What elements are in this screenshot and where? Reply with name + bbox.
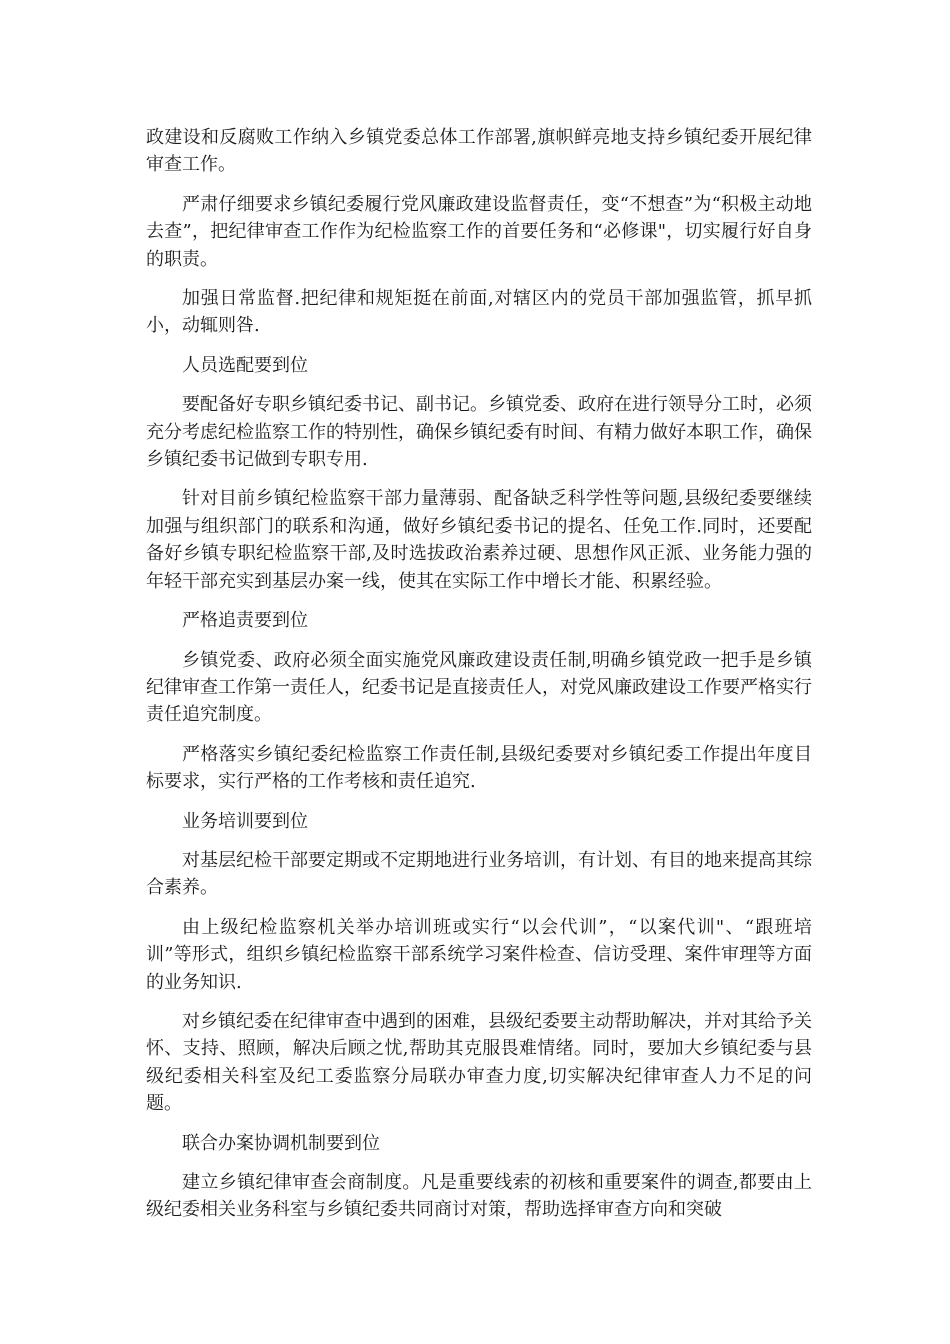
document-body <box>146 124 812 1236</box>
paragraph: 要配备好专职乡镇纪委书记、副书记。乡镇党委、政府在进行领导分工时，必须充分考虑纪检监察工作的特别性，确保乡镇纪委有时间、有精力做好本职工作，确保乡镇纪委书记做到专职专用. <box>146 394 812 471</box>
paragraph: 建立乡镇纪律审查会商制度。凡是重要线索的初核和重要案件的调查,都要由上级纪委相关业务科室与乡镇纪委共同商讨对策，帮助选择审查方向和突破 <box>146 1172 812 1221</box>
paragraph: 严肃仔细要求乡镇纪委履行党风廉政建设监督责任，变“不想查”为“积极主动地去查”，把纪律审查工作作为纪检监察工作的首要任务和“必修课"，切实履行好自身的职责。 <box>146 193 812 270</box>
section-heading: 业务培训要到位 <box>182 810 308 832</box>
section-heading: 联合办案协调机制要到位 <box>182 1132 380 1154</box>
section-heading: 严格追责要到位 <box>182 610 308 632</box>
paragraph: 政建设和反腐败工作纳入乡镇党委总体工作部署,旗帜鲜亮地支持乡镇纪委开展纪律审查工作。 <box>146 127 812 176</box>
paragraph: 对基层纪检干部要定期或不定期地进行业务培训，有计划、有目的地来提高其综合素养。 <box>146 849 812 899</box>
section-heading: 人员选配要到位 <box>182 354 308 376</box>
paragraph: 严格落实乡镇纪委纪检监察工作责任制,县级纪委要对乡镇纪委工作提出年度目标要求，实行严格的工作考核和责任追究. <box>146 743 812 793</box>
paragraph: 加强日常监督.把纪律和规矩挺在前面,对辖区内的党员干部加强监管，抓早抓小，动辄则咎. <box>146 288 812 337</box>
paragraph: 对乡镇纪委在纪律审查中遇到的困难，县级纪委要主动帮助解决，并对其给予关怀、支持、照顾，解决后顾之忧,帮助其克服畏难情绪。同时，要加大乡镇纪委与县级纪委相关科室及纪工委监察分局联办审查力度,切实解决纪律审查人力不足的问题。 <box>146 1010 812 1115</box>
paragraph: 针对目前乡镇纪检监察干部力量薄弱、配备缺乏科学性等问题,县级纪委要继续加强与组织部门的联系和沟通，做好乡镇纪委书记的提名、任免工作.同时，还要配备好乡镇专职纪检监察干部,及时选拔政治素养过硬、思想作风正派、业务能力强的年轻干部充实到基层办案一线，使其在实际工作中增长才能、积累经验。 <box>146 488 812 592</box>
paragraph: 乡镇党委、政府必须全面实施党风廉政建设责任制,明确乡镇党政一把手是乡镇纪律审查工作第一责任人，纪委书记是直接责任人，对党风廉政建设工作要严格实行责任追究制度。 <box>146 649 812 726</box>
paragraph: 由上级纪检监察机关举办培训班或实行“以会代训”，“以案代训"、“跟班培训”等形式，组织乡镇纪检监察干部系统学习案件检查、信访受理、案件审理等方面的业务知识. <box>146 916 812 993</box>
